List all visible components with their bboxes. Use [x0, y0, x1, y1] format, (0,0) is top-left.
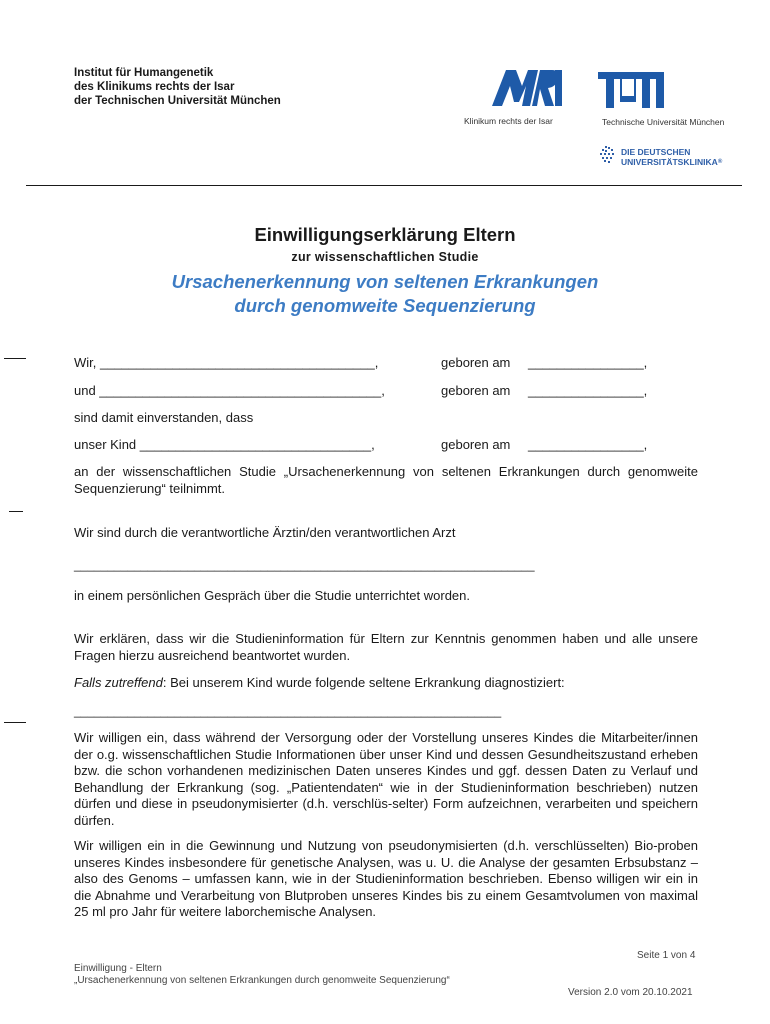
study-title-line-2: durch genomweite Sequenzierung: [234, 295, 536, 316]
du-klinika-line-1: DIE DEUTSCHEN: [621, 147, 691, 157]
registered-mark: ®: [717, 159, 723, 165]
consent-data-paragraph: Wir willigen ein, dass während der Versorgung oder der Vorstellung unseres Kindes die Mitarbeiter/innen der o.g. wissenschaftlichen Studie Informationen über unser Kind und dessen Gesundheitszustand erheben bzw. die schon vorhandenen medizinischen Daten unseres Kindes und ggf. dessen Daten zu Verlauf und Behandlung der Erkrankung (sog. „Patientendaten“ wie in der Studieninformation beschrieben) nutzen dürfen und diese in pseudonymisierter (d.h. verschlüs-selter) Form aufzeichnen, verarbeiten und speichern dürfen.: [74, 730, 698, 828]
declaration-text: Wir erklären, dass wir die Studieninformation für Eltern zur Kenntnis genommen haben und alle unsere Fragen hierzu ausreichend beantwortet wurden.: [74, 631, 698, 663]
du-klinika-line-2: UNIVERSITÄTSKLINIKA: [621, 157, 718, 167]
mri-logo: [492, 70, 562, 106]
footer-doc-type: Einwilligung - Eltern: [74, 963, 162, 974]
informed-by-text: Wir sind durch die verantwortliche Ärztin/den verantwortlichen Arzt: [74, 525, 456, 540]
parent1-birthdate-field[interactable]: ________________,: [528, 355, 648, 370]
institute-name: [74, 66, 281, 108]
agreement-text: sind damit einverstanden, dass: [74, 410, 254, 425]
fold-mark: [4, 358, 26, 359]
parent2-name-field[interactable]: und _______________________________________,: [74, 383, 385, 398]
child-born-label: geboren am: [441, 437, 511, 452]
study-title: [0, 270, 770, 318]
parent1-name-field[interactable]: Wir, ______________________________________,: [74, 355, 379, 370]
diagnosis-field[interactable]: ________________________________________________________________: [74, 704, 502, 718]
punch-mark: [9, 511, 23, 512]
institute-line-1: Institut für Humangenetik: [74, 67, 214, 79]
doctor-name-field[interactable]: _____________________________________________________________________: [74, 558, 535, 572]
child-name-field[interactable]: unser Kind ________________________________,: [74, 437, 375, 452]
tum-caption: Technische Universität München: [602, 117, 725, 127]
parent2-birthdate-field[interactable]: ________________,: [528, 383, 648, 398]
institute-line-2: des Klinikums rechts der Isar: [74, 81, 235, 93]
mri-caption: Klinikum rechts der Isar: [464, 116, 553, 126]
consent-samples-paragraph: Wir willigen ein in die Gewinnung und Nutzung von pseudonymisierten (d.h. verschlüsselten) Bio-proben unseres Kindes insbesondere für genetische Analysen, was u. U. die Analyse der gesamten Erbsubstanz – also des Genoms – umfassen kann, wie in der Studieninformation beschrieben. Ebenso willigen wir ein in die Abnahme und Verarbeitung von Blutproben unseres Kindes bis zu einem Gesamtvolumen von maximal 25 ml pro Jahr für weitere laborchemische Analysen.: [74, 838, 698, 919]
page-number: Seite 1 von 4: [637, 950, 696, 961]
version-info: Version 2.0 vom 20.10.2021: [568, 987, 693, 998]
document-subtitle: zur wissenschaftlichen Studie: [291, 250, 479, 264]
conversation-text: in einem persönlichen Gespräch über die Studie unterrichtet worden.: [74, 588, 471, 603]
document-title: Einwilligungserklärung Eltern: [254, 224, 516, 245]
diagnosis-text: : Bei unserem Kind wurde folgende seltene Erkrankung diagnostiziert:: [162, 675, 565, 690]
footer-study-title: „Ursachenerkennung von seltenen Erkrankungen durch genomweite Sequenzierung“: [74, 975, 450, 986]
falls-zutreffend-label: Falls zutreffend: [74, 675, 163, 690]
parent1-born-label: geboren am: [441, 355, 511, 370]
participation-text: an der wissenschaftlichen Studie „Ursachenerkennung von seltenen Erkrankungen durch genomweite Sequenzierung“ teilnimmt.: [74, 464, 698, 496]
du-klinika-logo-icon: [600, 146, 614, 164]
du-klinika-text: [621, 147, 722, 167]
diagnosis-statement: [74, 675, 565, 690]
institute-line-3: der Technischen Universität München: [74, 95, 281, 107]
parent2-born-label: geboren am: [441, 383, 511, 398]
study-title-line-1: Ursachenerkennung von seltenen Erkrankungen: [171, 271, 599, 292]
header-divider: [26, 185, 742, 186]
child-birthdate-field[interactable]: ________________,: [528, 437, 648, 452]
tum-logo: [598, 72, 664, 108]
fold-mark: [4, 722, 26, 723]
